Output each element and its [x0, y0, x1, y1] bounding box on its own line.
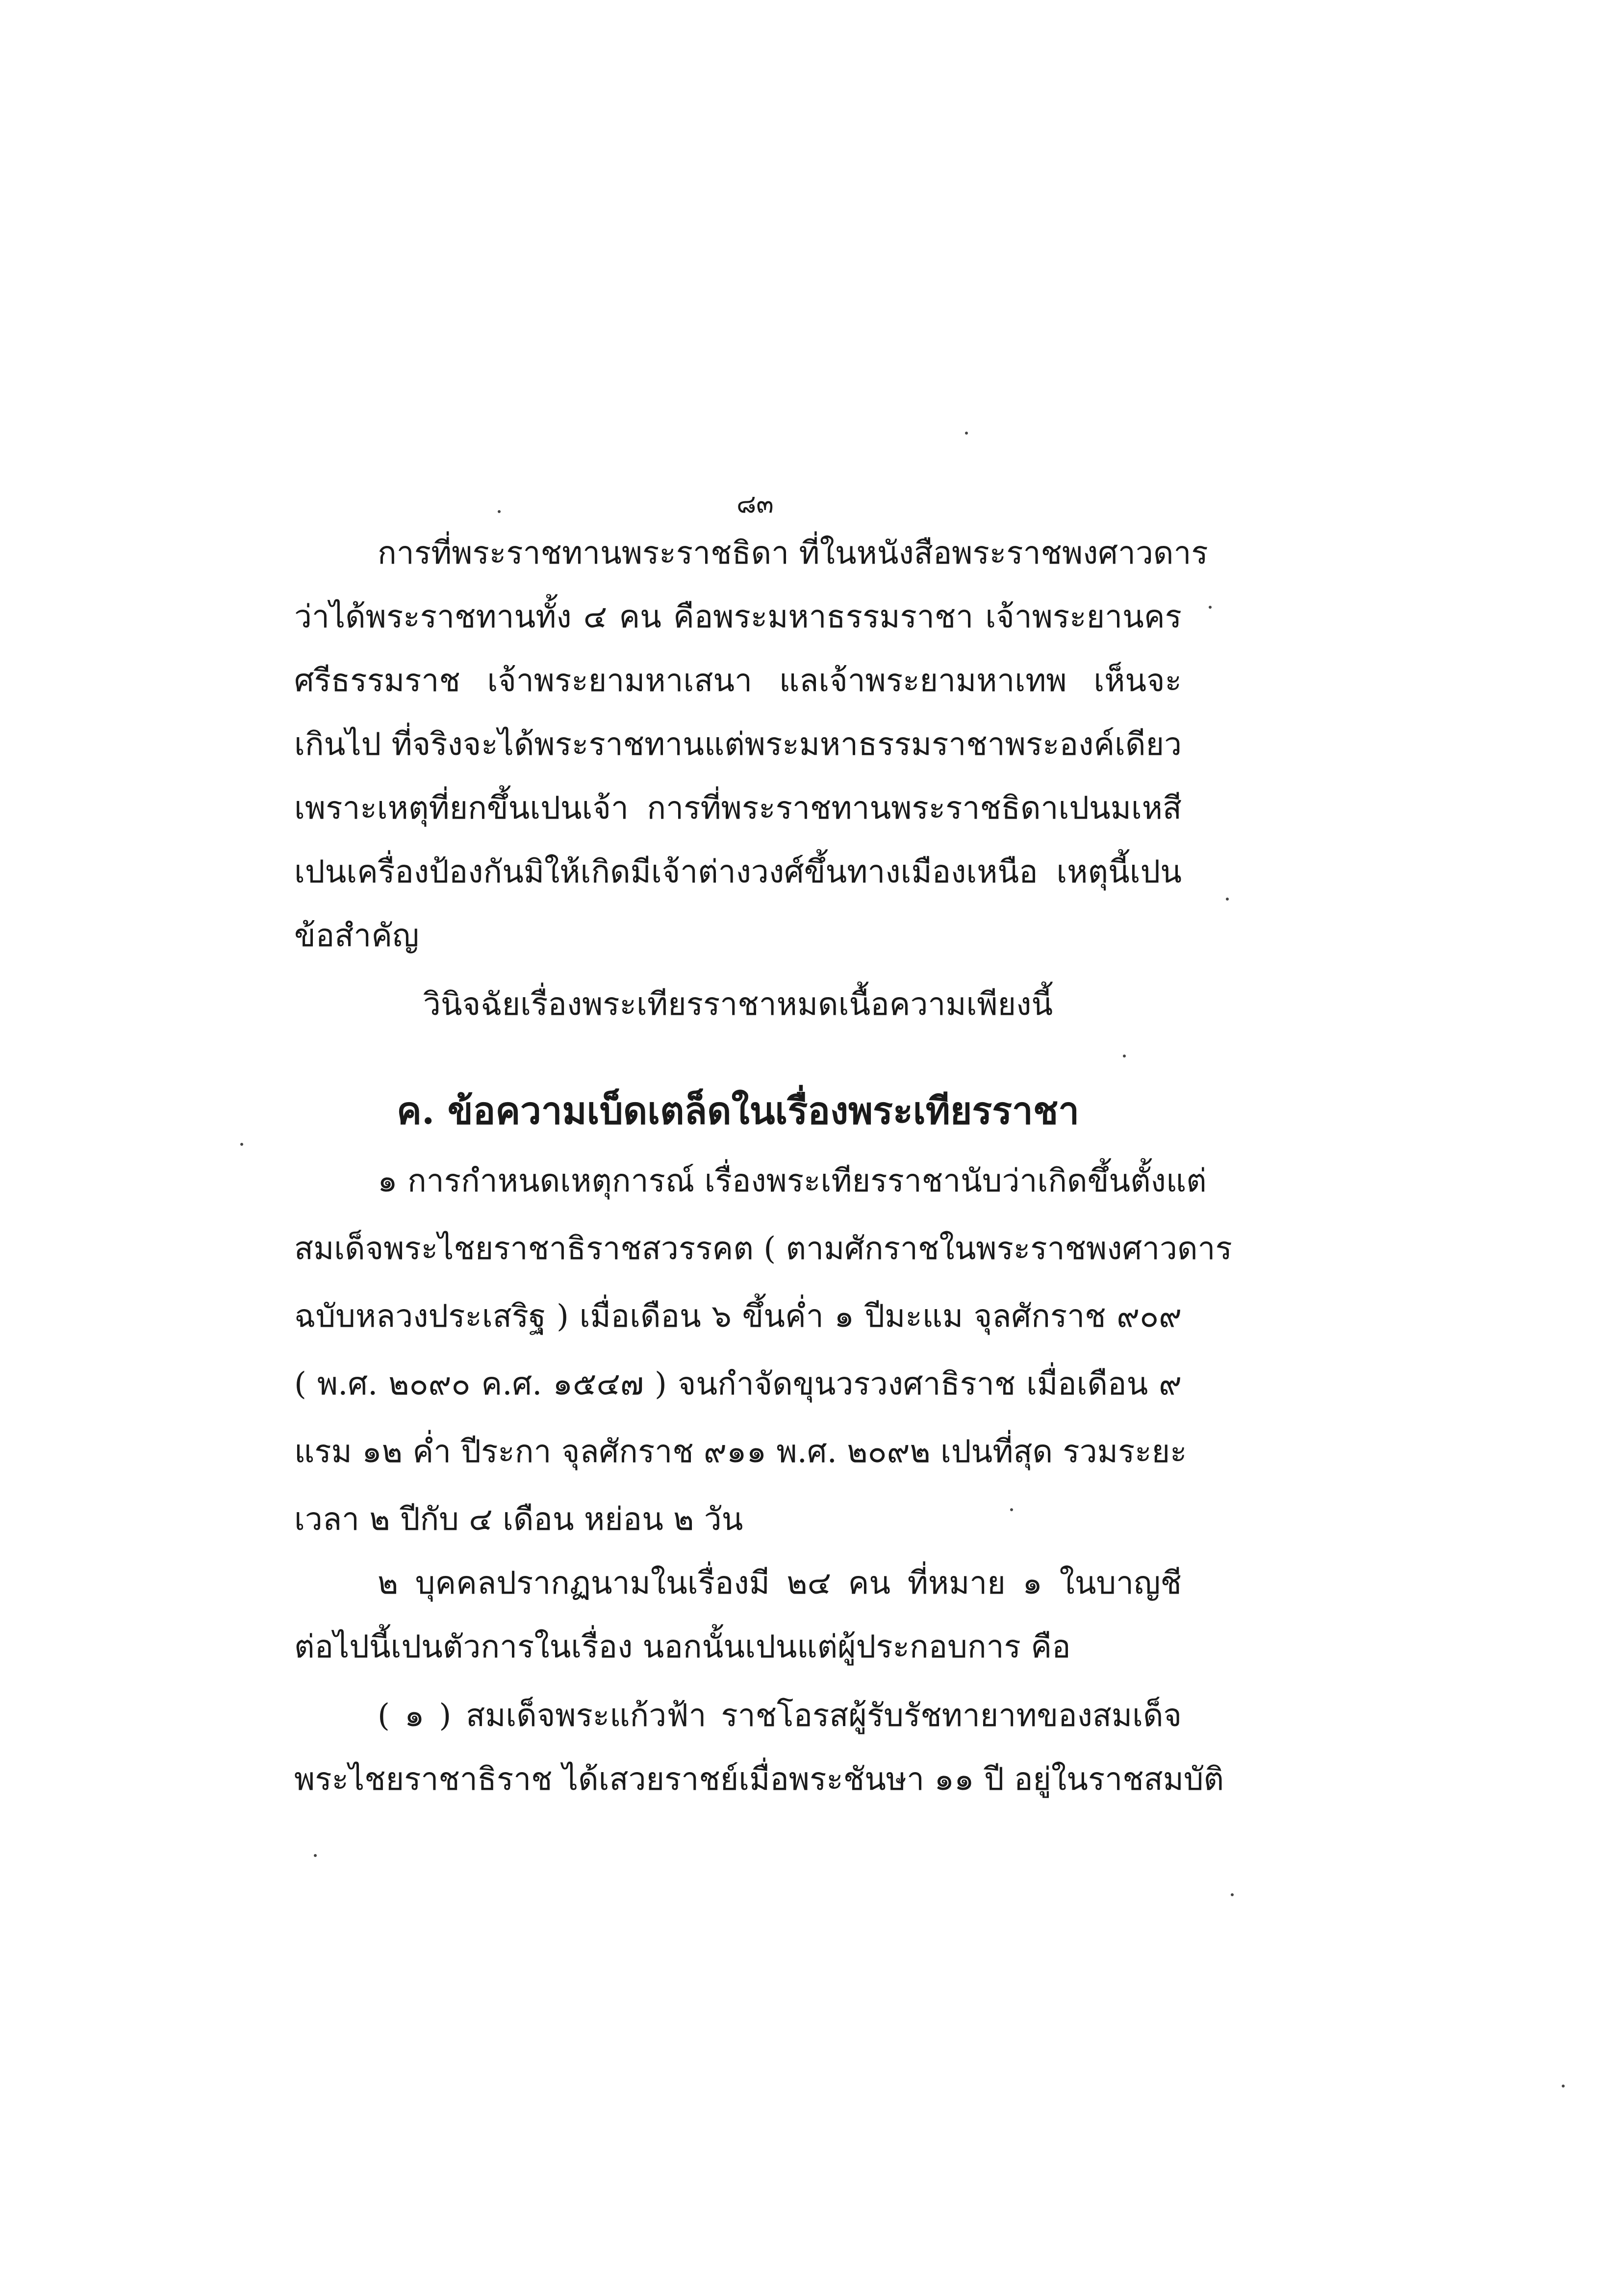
paragraph-person-1	[294, 1697, 1224, 1825]
section-heading: ค. ข้อความเบ็ดเตล็ดในเรื่องพระเทียรราชา	[396, 1089, 1079, 1133]
text-line: ( ๑ ) สมเด็จพระแก้วฟ้า ราชโอรสผู้รับรัชทายาทของสมเด็จ	[378, 1698, 1182, 1734]
text-line: สมเด็จพระไชยราชาธิราชสวรรคต ( ตามศักราชในพระราชพงศาวดาร	[294, 1231, 1232, 1267]
text-line: เปนเครื่องป้องกันมิให้เกิดมีเจ้าต่างวงศ์ขึ้นทางเมืองเหนือ เหตุนี้เปน	[294, 854, 1182, 890]
scan-speck	[1226, 898, 1229, 901]
paragraph-persons	[294, 1565, 1182, 1692]
page-number: ๘๓	[736, 490, 774, 519]
paragraph-royal-daughter	[294, 535, 1208, 981]
text-line: เวลา ๒ ปีกับ ๔ เดือน หย่อน ๒ วัน	[294, 1501, 743, 1538]
text-line: ๑ การกำหนดเหตุการณ์ เรื่องพระเทียรราชานับว่าเกิดขึ้นตั้งแต่	[378, 1163, 1207, 1199]
scan-speck	[240, 1143, 243, 1146]
scan-speck	[1010, 1508, 1013, 1511]
scan-speck	[314, 1854, 317, 1857]
closing-line-block	[294, 986, 1182, 1024]
text-line: ต่อไปนี้เปนตัวการในเรื่อง นอกนั้นเปนแต่ผู้ประกอบการ คือ	[294, 1629, 1071, 1665]
closing-line: วินิจฉัยเรื่องพระเทียรราชาหมดเนื้อความเพียงนี้	[423, 986, 1053, 1023]
text-line: ฉบับหลวงประเสริฐ ) เมื่อเดือน ๖ ขึ้นค่ำ ๑ ปีมะแม จุลศักราช ๙๐๙	[294, 1298, 1182, 1335]
text-line: ( พ.ศ. ๒๐๙๐ ค.ศ. ๑๕๔๗ ) จนกำจัดขุนวรวงศาธิราช เมื่อเดือน ๙	[294, 1366, 1182, 1402]
scan-speck	[498, 510, 501, 513]
text-line: ว่าได้พระราชทานทั้ง ๔ คน คือพระมหาธรรมราชา เจ้าพระยานคร	[294, 599, 1182, 635]
text-line: ศรีธรรมราช เจ้าพระยามหาเสนา แลเจ้าพระยามหาเทพ เห็นจะ	[294, 663, 1182, 699]
scan-speck	[1209, 606, 1212, 609]
scan-speck	[1123, 1055, 1126, 1057]
scan-speck	[1562, 2085, 1565, 2088]
text-line: เพราะเหตุที่ยกขึ้นเปนเจ้า การที่พระราชทานพระราชธิดาเปนมเหสี	[294, 790, 1182, 826]
text-line: เกินไป ที่จริงจะได้พระราชทานแต่พระมหาธรรมราชาพระองค์เดียว	[294, 726, 1182, 763]
text-line: พระไชยราชาธิราช ได้เสวยราชย์เมื่อพระชันษา ๑๑ ปี อยู่ในราชสมบัติ	[294, 1761, 1224, 1798]
scan-speck	[965, 432, 968, 435]
text-line: ๒ บุคคลปรากฏนามในเรื่องมี ๒๔ คน ที่หมาย ๑ ในบาญชี	[378, 1565, 1182, 1601]
paragraph-timeline	[294, 1162, 1232, 1569]
text-line: ข้อสำคัญ	[294, 918, 419, 954]
text-line: แรม ๑๒ ค่ำ ปีระกา จุลศักราช ๙๑๑ พ.ศ. ๒๐๙๒ เปนที่สุด รวมระยะ	[294, 1434, 1187, 1470]
section-heading-block	[294, 1082, 1182, 1140]
scan-speck	[1231, 1893, 1234, 1896]
text-line: การที่พระราชทานพระราชธิดา ที่ในหนังสือพระราชพงศาวดาร	[378, 535, 1208, 571]
